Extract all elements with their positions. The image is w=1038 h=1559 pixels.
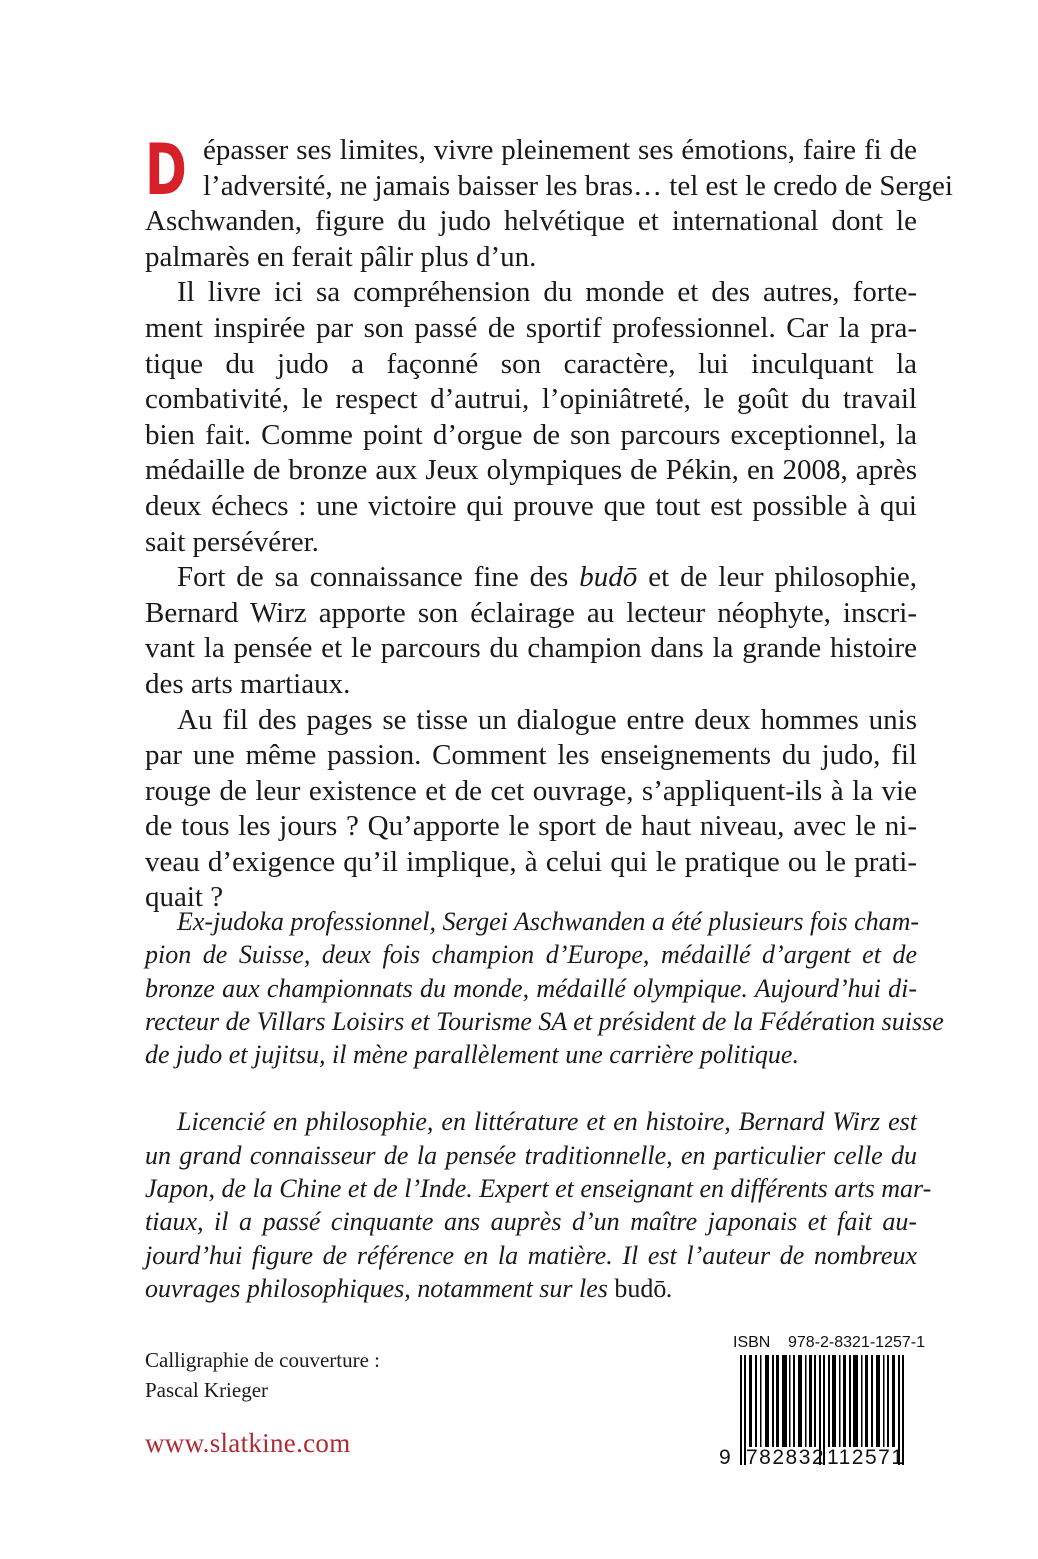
cover-credit — [145, 1345, 380, 1405]
credit-name: Pascal Krieger — [145, 1378, 269, 1402]
isbn-label: ISBN — [733, 1334, 771, 1351]
blurb-line: des arts martiaux. — [145, 667, 351, 700]
blurb-line: par une même passion. Comment les enseignements du judo, fil — [145, 739, 917, 772]
spacer — [145, 1071, 917, 1105]
blurb-line: Il livre ici sa compréhension du monde et des autres, forte- — [177, 276, 917, 309]
barcode-digit-lead: 9 — [719, 1446, 731, 1469]
bio-line: pion de Suisse, deux fois champion d’Europe, médaillé d’argent et de — [145, 940, 917, 970]
bio-wirz — [145, 1105, 932, 1305]
emphasis-budo: budō — [614, 1273, 667, 1303]
blurb-line: médaille de bronze aux Jeux olympiques de Pékin, en 2008, après — [145, 454, 917, 487]
blurb-line: quait ? — [145, 881, 224, 914]
blurb-line: combativité, le respect d’autrui, l’opiniâtreté, le goût du travail — [145, 383, 917, 416]
text-run: Fort de sa connaissance fine des — [177, 561, 580, 594]
blurb-line: sait persévérer. — [145, 525, 319, 558]
credit-label: Calligraphie de couverture : — [145, 1348, 380, 1372]
bio-line: jourd’hui figure de référence en la matière. Il est l’auteur de nombreux — [145, 1240, 917, 1270]
drop-cap: D — [145, 129, 187, 211]
bio-line: Japon, de la Chine et de l’Inde. Expert et enseignant en différents arts mar- — [145, 1174, 932, 1204]
bio-line: bronze aux championnats du monde, médaillé olympique. Aujourd’hui di- — [145, 973, 917, 1003]
text-run: et de leur philosophie, — [637, 561, 917, 594]
barcode-digits-right: 112571 — [827, 1446, 905, 1469]
blurb-line: épasser ses limites, vivre pleinement ses émotions, faire fi de — [203, 134, 917, 166]
bio-line: Licencié en philosophie, en littérature et en histoire, Bernard Wirz est — [177, 1107, 917, 1137]
bio-line: Ex-judoka professionnel, Sergei Aschwanden a été plusieurs fois cham- — [177, 907, 920, 936]
blurb-line: Au fil des pages se tisse un dialogue entre deux hommes unis — [177, 703, 917, 736]
author-bios — [145, 905, 944, 1305]
barcode-digits-left: 782832 — [746, 1446, 826, 1469]
bio-line: un grand connaisseur de la pensée traditionnelle, en particulier celle du — [145, 1140, 917, 1170]
isbn-barcode-block — [719, 1333, 925, 1469]
bio-line — [145, 1272, 917, 1305]
blurb-line: Bernard Wirz apporte son éclairage au lecteur néophyte, inscri- — [145, 596, 917, 629]
blurb-line: de tous les jours ? Qu’apporte le sport de haut niveau, avec le ni- — [145, 810, 917, 843]
isbn-number: 978-2-8321-1257-1 — [788, 1334, 925, 1351]
blurb-line: bien fait. Comme point d’orgue de son parcours exceptionnel, la — [145, 418, 917, 451]
publisher-website-link[interactable]: www.slatkine.com — [145, 1428, 351, 1458]
bio-aschwanden — [145, 905, 944, 1071]
blurb-line: vant la pensée et le parcours du champion dans la grande histoire — [145, 632, 917, 665]
blurb-line: tique du judo a façonné son caractère, lui inculquant la — [145, 347, 917, 380]
blurb-line: l’adversité, ne jamais baisser les bras… tel est le credo de Sergei — [203, 169, 953, 202]
blurb-line: rouge de leur existence et de cet ouvrage, s’appliquent-ils à la vie — [145, 774, 917, 807]
text-run: ouvrages philosophiques, notamment sur les — [145, 1273, 615, 1303]
blurb-line: palmarès en ferait pâlir plus d’un. — [145, 240, 537, 273]
isbn-label-row — [725, 1333, 925, 1353]
bio-line: de judo et jujitsu, il mène parallèlement une carrière politique. — [145, 1040, 799, 1070]
blurb-line — [145, 560, 917, 596]
bio-line: tiaux, il a passé cinquante ans auprès d’un maître japonais et fait au- — [145, 1207, 917, 1237]
text-run: . — [666, 1273, 673, 1303]
emphasis-budo: budō — [579, 561, 638, 594]
blurb-line: deux échecs : une victoire qui prouve que tout est possible à qui — [145, 489, 917, 522]
blurb — [145, 129, 953, 916]
barcode-icon — [719, 1355, 925, 1469]
blurb-line: Aschwanden, figure du judo helvétique et international dont le — [145, 205, 917, 238]
blurb-line: veau d’exigence qu’il implique, à celui qui le pratique ou le prati- — [145, 845, 917, 878]
bio-line: recteur de Villars Loisirs et Tourisme SA et président de la Fédération suisse — [145, 1006, 944, 1036]
blurb-line: ment inspirée par son passé de sportif professionnel. Car la pra- — [145, 311, 917, 344]
